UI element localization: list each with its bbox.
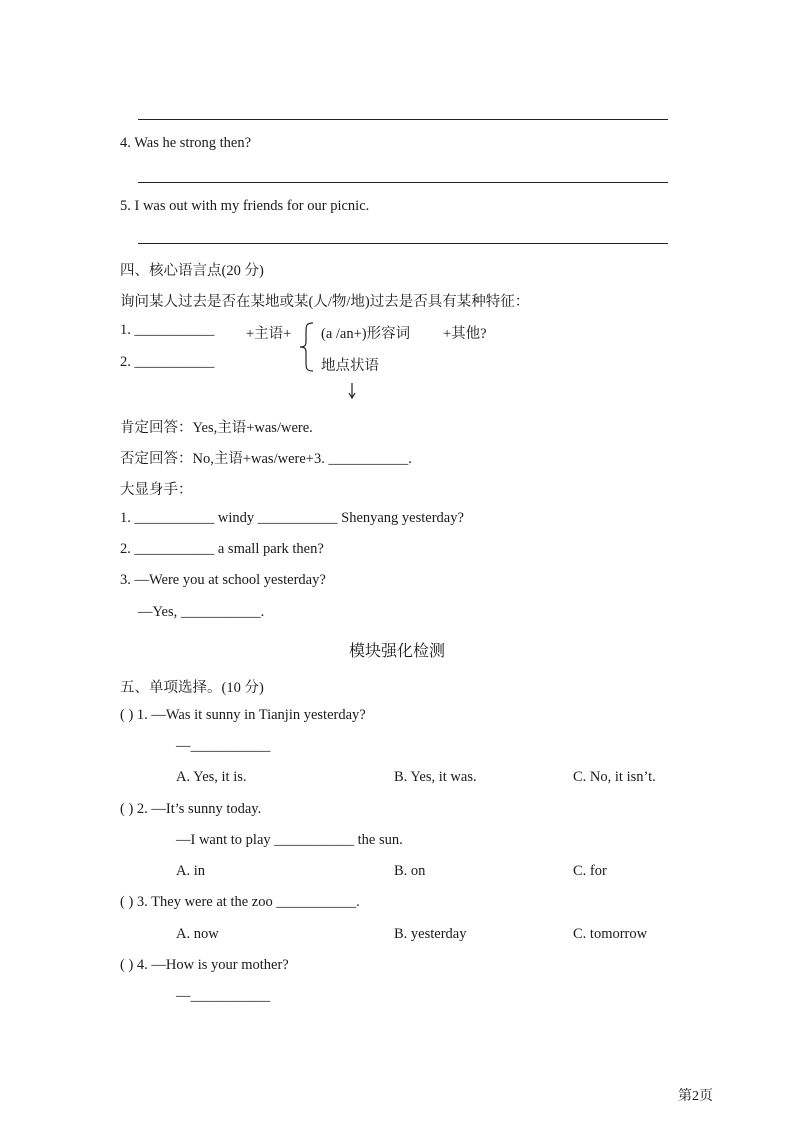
formula-row-1-blank: 1. ___________ bbox=[120, 322, 215, 338]
option-b: B. Yes, it was. bbox=[394, 769, 477, 785]
module-title: 模块强化检测 bbox=[348, 643, 445, 660]
option-a: A. now bbox=[176, 926, 219, 942]
answer-line bbox=[138, 182, 668, 183]
practice-item-1: 1. ___________ windy ___________ Shenyang yesterday? bbox=[120, 510, 464, 526]
answer-line bbox=[138, 119, 668, 120]
section-heading: 五、单项选择。(10 分) bbox=[120, 680, 264, 696]
question-4: 4. Was he strong then? bbox=[120, 135, 252, 151]
practice-item-2: 2. ___________ a small park then? bbox=[120, 541, 324, 557]
answer-line bbox=[138, 243, 668, 244]
option-c: C. tomorrow bbox=[573, 926, 648, 942]
mc-question-4: ( ) 4. —How is your mother? bbox=[120, 957, 289, 973]
mc-question-1: ( ) 1. —Was it sunny in Tianjin yesterday? bbox=[120, 707, 366, 723]
option-a: A. Yes, it is. bbox=[176, 769, 247, 785]
mc-question-1-reply: —___________ bbox=[176, 738, 271, 754]
practice-item-3-reply: —Yes, ___________. bbox=[138, 604, 265, 620]
practice-item-3: 3. —Were you at school yesterday? bbox=[120, 572, 326, 588]
mc-question-2: ( ) 2. —It’s sunny today. bbox=[120, 801, 262, 817]
mc-question-2-reply: —I want to play ___________ the sun. bbox=[176, 832, 403, 848]
practice-heading: 大显身手： bbox=[120, 482, 193, 498]
page-number: 第2页 bbox=[678, 1089, 713, 1104]
formula-subject: +主语+ bbox=[246, 326, 292, 342]
formula-option-place: 地点状语 bbox=[321, 358, 379, 374]
brace-icon bbox=[298, 322, 316, 372]
mc-question-3: ( ) 3. They were at the zoo ___________. bbox=[120, 894, 360, 910]
affirmative-answer: 肯定回答：Yes,主语+was/were. bbox=[120, 420, 313, 436]
option-b: B. yesterday bbox=[394, 926, 467, 942]
formula-row-2-blank: 2. ___________ bbox=[120, 354, 215, 370]
formula-other: +其他? bbox=[443, 326, 487, 342]
option-c: C. for bbox=[573, 863, 607, 879]
formula-option-adjective: (a /an+)形容词 bbox=[321, 326, 411, 342]
section-heading: 四、核心语言点(20 分) bbox=[120, 263, 264, 279]
down-arrow-icon bbox=[347, 382, 357, 400]
negative-answer: 否定回答：No,主语+was/were+3. ___________. bbox=[120, 451, 412, 467]
mc-question-4-reply: —___________ bbox=[176, 988, 271, 1004]
option-b: B. on bbox=[394, 863, 426, 879]
grammar-intro: 询问某人过去是否在某地或某(人/物/地)过去是否具有某种特征： bbox=[120, 294, 530, 310]
option-c: C. No, it isn’t. bbox=[573, 769, 656, 785]
option-a: A. in bbox=[176, 863, 205, 879]
question-5: 5. I was out with my friends for our picnic. bbox=[120, 198, 370, 214]
